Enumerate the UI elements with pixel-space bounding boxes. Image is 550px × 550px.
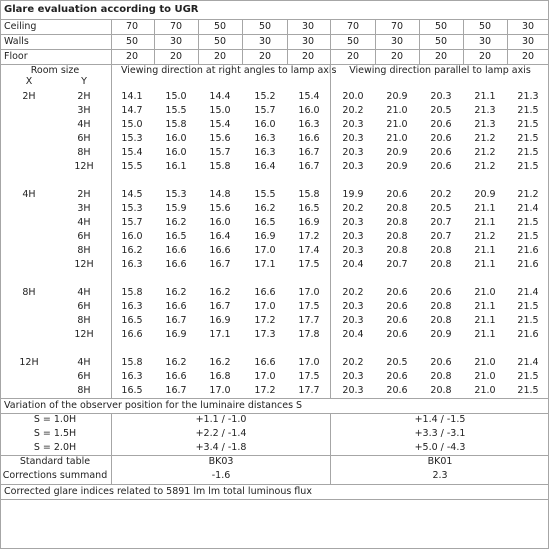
surface-value: 70 <box>125 21 139 32</box>
ugr-value: 21.6 <box>517 259 539 270</box>
ugr-value: 15.4 <box>209 119 231 130</box>
ugr-value: 14.7 <box>121 105 143 116</box>
ugr-value: 20.6 <box>430 357 452 368</box>
ugr-value: 16.6 <box>209 245 231 256</box>
ugr-value: 17.4 <box>298 245 320 256</box>
ugr-value: 15.3 <box>121 203 143 214</box>
ugr-value: 15.9 <box>165 203 187 214</box>
ugr-value: 21.3 <box>517 91 539 102</box>
row-divider-ceiling <box>0 34 549 35</box>
ugr-value: 16.3 <box>254 133 276 144</box>
ugr-value: 21.0 <box>474 287 496 298</box>
ugr-value: 21.3 <box>474 119 496 130</box>
ugr-value: 20.8 <box>430 259 452 270</box>
ugr-value: 16.7 <box>298 147 320 158</box>
surface-value: 50 <box>346 36 360 47</box>
ugr-value: 20.3 <box>342 301 364 312</box>
ugr-value: 21.0 <box>474 371 496 382</box>
ugr-value: 16.9 <box>298 217 320 228</box>
surface-col-divider-6 <box>375 19 376 64</box>
room-y-label: 4H <box>77 287 91 298</box>
variation-parallel: +3.3 / -3.1 <box>414 428 466 439</box>
ugr-value: 16.0 <box>165 147 187 158</box>
ugr-value: 16.7 <box>209 301 231 312</box>
surface-value: 20 <box>346 51 360 62</box>
ugr-value: 20.4 <box>342 329 364 340</box>
room-y-label: 12H <box>74 161 94 172</box>
footer-divider <box>0 484 549 485</box>
ugr-value: 21.1 <box>474 245 496 256</box>
ugr-value: 20.3 <box>342 119 364 130</box>
ugr-value: 20.4 <box>342 259 364 270</box>
ugr-value: 21.2 <box>474 231 496 242</box>
ugr-value: 16.9 <box>254 231 276 242</box>
ugr-value: 16.6 <box>165 371 187 382</box>
ugr-value: 15.6 <box>209 203 231 214</box>
ugr-value: 14.8 <box>209 189 231 200</box>
surface-value: 20 <box>390 51 404 62</box>
ugr-value: 16.2 <box>121 245 143 256</box>
ugr-value: 21.4 <box>517 287 539 298</box>
ugr-value: 21.2 <box>474 161 496 172</box>
ugr-value: 21.5 <box>517 133 539 144</box>
ugr-value: 16.6 <box>165 301 187 312</box>
ugr-value: 20.6 <box>386 385 408 396</box>
ugr-value: 17.2 <box>298 231 320 242</box>
ugr-value: 16.6 <box>165 259 187 270</box>
ugr-value: 15.8 <box>121 357 143 368</box>
ugr-value: 20.6 <box>386 371 408 382</box>
ugr-value: 15.6 <box>209 133 231 144</box>
ugr-value: 17.2 <box>254 315 276 326</box>
ugr-value: 21.5 <box>517 315 539 326</box>
surface-value: 50 <box>213 21 227 32</box>
room-y-label: 8H <box>77 147 91 158</box>
room-x-4h: 4H <box>22 189 36 200</box>
ugr-value: 16.3 <box>298 119 320 130</box>
ugr-value: 16.2 <box>209 357 231 368</box>
room-y-label: 3H <box>77 105 91 116</box>
ugr-value: 16.8 <box>209 371 231 382</box>
corrections-label: Corrections summand <box>2 470 108 481</box>
title-divider <box>0 19 549 20</box>
ugr-value: 16.2 <box>165 217 187 228</box>
ugr-value: 20.8 <box>430 385 452 396</box>
ugr-value: 20.2 <box>342 203 364 214</box>
ugr-value: 16.6 <box>298 133 320 144</box>
surface-col-divider-7 <box>419 19 420 64</box>
room-x-2h: 2H <box>22 91 36 102</box>
ugr-value: 20.7 <box>386 259 408 270</box>
ugr-value: 16.9 <box>209 315 231 326</box>
ugr-value: 20.8 <box>386 217 408 228</box>
row-divider-walls <box>0 49 549 50</box>
ugr-value: 20.2 <box>342 105 364 116</box>
surface-col-divider-8 <box>463 19 464 64</box>
ugr-value: 15.4 <box>298 91 320 102</box>
surface-value: 20 <box>258 51 272 62</box>
footer-bottom-divider <box>0 499 549 500</box>
ugr-value: 20.3 <box>430 91 452 102</box>
ugr-value: 20.5 <box>430 203 452 214</box>
surface-label-walls: Walls <box>4 36 29 47</box>
surface-label-floor: Floor <box>4 51 28 62</box>
ugr-value: 15.8 <box>165 119 187 130</box>
ugr-value: 20.6 <box>386 329 408 340</box>
ugr-value: 17.0 <box>254 301 276 312</box>
variation-label: S = 2.0H <box>33 442 77 453</box>
ugr-value: 15.8 <box>121 287 143 298</box>
ugr-value: 16.7 <box>209 259 231 270</box>
ugr-value: 20.3 <box>342 315 364 326</box>
ugr-value: 16.3 <box>121 301 143 312</box>
ugr-value: 20.9 <box>386 161 408 172</box>
room-y-label: 6H <box>77 301 91 312</box>
room-y-label: 6H <box>77 371 91 382</box>
room-y-label: 3H <box>77 203 91 214</box>
surface-value: 30 <box>258 36 272 47</box>
ugr-value: 15.2 <box>254 91 276 102</box>
ugr-value: 20.6 <box>386 189 408 200</box>
variation-title: Variation of the observer position for the luminaire distances S <box>4 400 303 411</box>
variation-right-angles: +3.4 / -1.8 <box>195 442 247 453</box>
ugr-value: 17.3 <box>254 329 276 340</box>
room-y-label: 12H <box>74 329 94 340</box>
surface-col-divider-0 <box>111 19 112 64</box>
surface-value: 30 <box>521 36 535 47</box>
room-y-label: 4H <box>77 217 91 228</box>
ugr-value: 16.5 <box>121 385 143 396</box>
ugr-value: 21.5 <box>517 119 539 130</box>
ugr-value: 15.0 <box>121 119 143 130</box>
ugr-value: 16.4 <box>254 161 276 172</box>
surface-value: 50 <box>258 21 272 32</box>
ugr-value: 20.6 <box>430 161 452 172</box>
ugr-value: 15.7 <box>209 147 231 158</box>
surface-value: 20 <box>213 51 227 62</box>
direction-right-angles-header: Viewing direction at right angles to lamp axis <box>121 65 337 76</box>
ugr-value: 16.5 <box>298 203 320 214</box>
ugr-value: 20.6 <box>430 287 452 298</box>
ugr-value: 20.3 <box>342 217 364 228</box>
ugr-value: 15.5 <box>121 161 143 172</box>
surface-value: 70 <box>169 21 183 32</box>
room-x-8h: 8H <box>22 287 36 298</box>
ugr-value: 16.2 <box>165 287 187 298</box>
ugr-value: 17.8 <box>298 329 320 340</box>
ugr-value: 21.1 <box>474 259 496 270</box>
ugr-value: 20.9 <box>386 91 408 102</box>
ugr-value: 16.0 <box>254 119 276 130</box>
ugr-value: 21.5 <box>517 217 539 228</box>
ugr-value: 16.7 <box>298 161 320 172</box>
ugr-value: 21.3 <box>474 105 496 116</box>
standard-table-label: Standard table <box>19 456 91 467</box>
ugr-value: 16.6 <box>165 245 187 256</box>
ugr-value: 20.6 <box>386 301 408 312</box>
ugr-value: 15.5 <box>254 189 276 200</box>
surface-label-ceiling: Ceiling <box>4 21 37 32</box>
y-header: Y <box>81 76 87 87</box>
ugr-value: 17.7 <box>298 385 320 396</box>
room-size-label: Room size <box>30 65 80 76</box>
ugr-value: 21.0 <box>474 385 496 396</box>
ugr-value: 15.7 <box>121 217 143 228</box>
ugr-value: 17.0 <box>254 245 276 256</box>
room-y-label: 6H <box>77 231 91 242</box>
ugr-value: 21.0 <box>386 105 408 116</box>
x-header: X <box>25 76 33 87</box>
ugr-value: 21.5 <box>517 301 539 312</box>
ugr-value: 21.5 <box>517 147 539 158</box>
ugr-value: 16.3 <box>254 147 276 158</box>
surface-value: 50 <box>434 36 448 47</box>
surface-value: 70 <box>346 21 360 32</box>
surface-value: 20 <box>521 51 535 62</box>
ugr-value: 21.6 <box>517 245 539 256</box>
ugr-value: 17.5 <box>298 301 320 312</box>
ugr-value: 17.2 <box>254 385 276 396</box>
ugr-value: 16.7 <box>165 385 187 396</box>
variation-label: S = 1.5H <box>33 428 77 439</box>
surface-value: 20 <box>478 51 492 62</box>
ugr-value: 17.0 <box>254 371 276 382</box>
ugr-value: 16.1 <box>165 161 187 172</box>
ugr-value: 15.0 <box>165 91 187 102</box>
ugr-value: 15.7 <box>254 105 276 116</box>
variation-top-divider <box>0 398 549 399</box>
ugr-value: 20.2 <box>430 189 452 200</box>
ugr-value: 20.5 <box>430 105 452 116</box>
ugr-value: 20.6 <box>386 315 408 326</box>
surface-value: 20 <box>434 51 448 62</box>
ugr-value: 17.0 <box>298 357 320 368</box>
surface-value: 50 <box>434 21 448 32</box>
surface-col-divider-1 <box>154 19 155 64</box>
surface-value: 30 <box>521 21 535 32</box>
corrections-right-angles: -1.6 <box>211 470 231 481</box>
ugr-value: 20.3 <box>342 161 364 172</box>
ugr-value: 21.2 <box>474 147 496 158</box>
ugr-value: 21.2 <box>517 189 539 200</box>
ugr-value: 20.8 <box>386 231 408 242</box>
ugr-value: 16.0 <box>121 231 143 242</box>
ugr-value: 20.0 <box>342 91 364 102</box>
ugr-value: 20.6 <box>430 133 452 144</box>
surface-value: 50 <box>125 36 139 47</box>
surface-value: 20 <box>125 51 139 62</box>
surface-value: 50 <box>478 21 492 32</box>
room-y-label: 4H <box>77 357 91 368</box>
ugr-value: 20.6 <box>430 147 452 158</box>
variation-parallel: +5.0 / -4.3 <box>414 442 466 453</box>
ugr-value: 16.0 <box>298 105 320 116</box>
corrections-parallel: 2.3 <box>432 470 448 481</box>
ugr-value: 16.9 <box>165 329 187 340</box>
ugr-value: 15.5 <box>165 105 187 116</box>
ugr-value: 21.5 <box>517 161 539 172</box>
room-y-label: 8H <box>77 315 91 326</box>
ugr-value: 21.4 <box>517 203 539 214</box>
ugr-value: 17.1 <box>209 329 231 340</box>
ugr-value: 21.4 <box>517 357 539 368</box>
surface-value: 50 <box>213 36 227 47</box>
ugr-value: 16.0 <box>209 217 231 228</box>
ugr-value: 16.2 <box>165 357 187 368</box>
ugr-value: 17.1 <box>254 259 276 270</box>
ugr-value: 21.2 <box>474 133 496 144</box>
ugr-value: 20.5 <box>386 357 408 368</box>
room-y-label: 12H <box>74 259 94 270</box>
surface-col-divider-3 <box>242 19 243 64</box>
variation-right-angles: +1.1 / -1.0 <box>195 414 247 425</box>
ugr-value: 20.2 <box>342 357 364 368</box>
variation-parallel: +1.4 / -1.5 <box>414 414 466 425</box>
ugr-value: 20.3 <box>342 385 364 396</box>
ugr-value: 20.9 <box>474 189 496 200</box>
ugr-value: 17.5 <box>298 371 320 382</box>
ugr-value: 20.7 <box>430 231 452 242</box>
ugr-value: 21.1 <box>474 329 496 340</box>
ugr-value: 16.5 <box>165 231 187 242</box>
surface-value: 30 <box>301 21 315 32</box>
room-x-12h: 12H <box>19 357 39 368</box>
ugr-value: 20.6 <box>386 287 408 298</box>
ugr-value: 17.7 <box>298 315 320 326</box>
surface-value: 30 <box>390 36 404 47</box>
ugr-value: 20.3 <box>342 133 364 144</box>
ugr-value: 16.3 <box>121 371 143 382</box>
page-title: Glare evaluation according to UGR <box>4 4 199 15</box>
surface-value: 70 <box>390 21 404 32</box>
ugr-value: 21.1 <box>474 301 496 312</box>
ugr-value: 20.8 <box>430 301 452 312</box>
ugr-value: 15.3 <box>121 133 143 144</box>
ugr-value: 17.0 <box>209 385 231 396</box>
ugr-value: 21.1 <box>474 217 496 228</box>
ugr-value: 15.3 <box>165 189 187 200</box>
standard-table-right-angles: BK03 <box>208 456 234 467</box>
ugr-value: 16.5 <box>254 217 276 228</box>
surface-value: 20 <box>169 51 183 62</box>
room-y-label: 8H <box>77 245 91 256</box>
ugr-value: 20.2 <box>342 287 364 298</box>
surface-value: 20 <box>301 51 315 62</box>
room-y-label: 2H <box>77 91 91 102</box>
ugr-value: 17.0 <box>298 287 320 298</box>
room-y-label: 6H <box>77 133 91 144</box>
surface-col-divider-4 <box>287 19 288 64</box>
room-y-label: 2H <box>77 189 91 200</box>
ugr-value: 20.8 <box>430 315 452 326</box>
ugr-value: 14.5 <box>121 189 143 200</box>
ugr-value: 21.0 <box>386 133 408 144</box>
room-y-label: 4H <box>77 119 91 130</box>
ugr-value: 20.9 <box>386 147 408 158</box>
ugr-value: 20.6 <box>430 119 452 130</box>
surface-col-divider-2 <box>198 19 199 64</box>
ugr-value: 21.1 <box>474 315 496 326</box>
surface-value: 30 <box>301 36 315 47</box>
ugr-value: 16.4 <box>209 231 231 242</box>
ugr-value: 20.7 <box>430 217 452 228</box>
ugr-value: 21.5 <box>517 385 539 396</box>
ugr-value: 21.1 <box>474 91 496 102</box>
ugr-value: 15.8 <box>298 189 320 200</box>
ugr-value: 20.3 <box>342 147 364 158</box>
ugr-value: 20.8 <box>430 245 452 256</box>
surface-col-divider-9 <box>507 19 508 64</box>
variation-divider-mid <box>330 413 331 484</box>
ugr-value: 21.5 <box>517 371 539 382</box>
variation-label: S = 1.0H <box>33 414 77 425</box>
room-y-label: 8H <box>77 385 91 396</box>
variation-right-angles: +2.2 / -1.4 <box>195 428 247 439</box>
surface-value: 30 <box>478 36 492 47</box>
ugr-value: 21.5 <box>517 105 539 116</box>
ugr-value: 16.6 <box>254 357 276 368</box>
ugr-value: 15.8 <box>209 161 231 172</box>
ugr-value: 19.9 <box>342 189 364 200</box>
ugr-value: 16.2 <box>209 287 231 298</box>
ugr-value: 16.5 <box>121 315 143 326</box>
ugr-value: 16.6 <box>254 287 276 298</box>
ugr-value: 16.7 <box>165 315 187 326</box>
ugr-value: 14.4 <box>209 91 231 102</box>
ugr-value: 20.8 <box>430 371 452 382</box>
ugr-value: 15.4 <box>121 147 143 158</box>
ugr-value: 15.0 <box>209 105 231 116</box>
standard-table-parallel: BK01 <box>427 456 453 467</box>
ugr-value: 20.8 <box>386 203 408 214</box>
ugr-value: 21.5 <box>517 231 539 242</box>
ugr-value: 16.6 <box>121 329 143 340</box>
ugr-value: 17.5 <box>298 259 320 270</box>
footer-note: Corrected glare indices related to 5891 lm lm total luminous flux <box>4 486 312 497</box>
ugr-value: 20.3 <box>342 371 364 382</box>
ugr-value: 20.3 <box>342 245 364 256</box>
ugr-value: 20.8 <box>386 245 408 256</box>
ugr-value: 16.3 <box>121 259 143 270</box>
ugr-value: 16.0 <box>165 133 187 144</box>
ugr-value: 21.0 <box>474 357 496 368</box>
ugr-value: 20.9 <box>430 329 452 340</box>
ugr-value: 20.3 <box>342 231 364 242</box>
surface-value: 30 <box>169 36 183 47</box>
ugr-value: 21.0 <box>386 119 408 130</box>
ugr-value: 21.6 <box>517 329 539 340</box>
surface-col-divider-5 <box>330 19 331 64</box>
direction-parallel-header: Viewing direction parallel to lamp axis <box>349 65 531 76</box>
ugr-value: 16.2 <box>254 203 276 214</box>
ugr-value: 14.1 <box>121 91 143 102</box>
ugr-value: 21.1 <box>474 203 496 214</box>
